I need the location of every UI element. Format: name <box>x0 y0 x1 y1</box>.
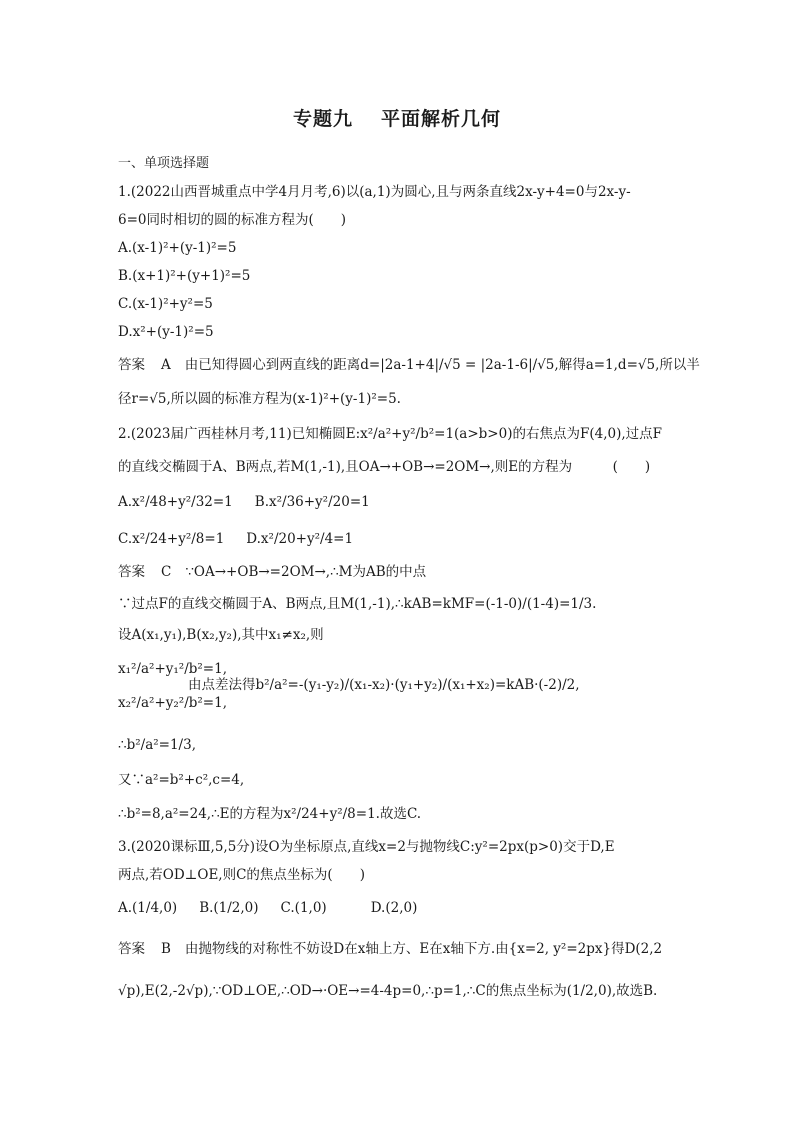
q1-option-a: A.(x-1)²+(y-1)²=5 <box>118 240 237 256</box>
q3-option-a: A.(1/4,0) <box>118 900 178 916</box>
q3-explanation-1: 由抛物线的对称性不妨设D在x轴上方、E在x轴下方.由{x=2, y²=2px}得D(2,2 <box>184 941 663 957</box>
q3-option-c: C.(1,0) <box>280 900 327 916</box>
q1-explanation-2: 径r=√5,所以圆的标准方程为(x-1)²+(y-1)²=5. <box>118 391 401 407</box>
section-heading: 一、单项选择题 <box>118 156 210 171</box>
q1-option-c: C.(x-1)²+y²=5 <box>118 296 213 312</box>
q2-explanation-4: 由点差法得b²/a²=-(y₁-y₂)/(x₁-x₂)·(y₁+y₂)/(x₁+x₂)=kAB·(-2)/2, <box>188 677 580 693</box>
q2-explanation-2: ∵过点F的直线交椭圆于A、B两点,且M(1,-1),∴kAB=kMF=(-1-0)/(1-4)=1/3. <box>118 596 597 612</box>
q2-answer-line1 <box>118 563 426 581</box>
q2-explanation-3: 设A(x₁,y₁),B(x₂,y₂),其中x₁≠x₂,则 <box>118 627 324 643</box>
q1-answer-label: 答案 <box>118 357 145 373</box>
q1-option-d: D.x²+(y-1)²=5 <box>118 324 214 340</box>
q3-stem-line1: 3.(2020课标Ⅲ,5,5分)设O为坐标原点,直线x=2与抛物线C:y²=2px(p>0)交于D,E <box>118 839 615 855</box>
q3-answer-label: 答案 <box>118 941 145 957</box>
q2-option-c: C.x²/24+y²/8=1 <box>118 531 225 547</box>
q2-explanation-1: ∵OA→+OB→=2OM→,∴M为AB的中点 <box>185 564 427 580</box>
q3-explanation-2: √p),E(2,-2√p),∵OD⊥OE,∴OD→·OE→=4-4p=0,∴p=1,∴C的焦点坐标为(1/2,0),故选B. <box>118 983 658 999</box>
q1-answer-letter: A <box>161 357 171 373</box>
q1-stem-line2: 6=0同时相切的圆的标准方程为( ) <box>118 212 347 228</box>
q1-answer-line1 <box>118 356 700 374</box>
q3-answer-letter: B <box>161 941 171 957</box>
q2-options-row1 <box>118 493 370 511</box>
q3-stem-line2: 两点,若OD⊥OE,则C的焦点坐标为( ) <box>118 867 365 883</box>
q2-explanation-6: 又∵a²=b²+c²,c=4, <box>118 772 245 788</box>
page-title <box>0 104 794 131</box>
title-main: 专题九 <box>292 108 353 130</box>
q2-equation-1: x₁²/a²+y₁²/b²=1, <box>118 661 228 677</box>
q2-explanation-7: ∴b²=8,a²=24,∴E的方程为x²/24+y²/8=1.故选C. <box>118 806 422 822</box>
q2-option-a: A.x²/48+y²/32=1 <box>118 494 233 510</box>
q3-option-b: B.(1/2,0) <box>199 900 259 916</box>
q1-explanation-1: 由已知得圆心到两直线的距离d=|2a-1+4|/√5 = |2a-1-6|/√5,解得a=1,d=√5,所以半 <box>184 357 700 373</box>
q1-option-b: B.(x+1)²+(y+1)²=5 <box>118 268 251 284</box>
q1-stem-line1: 1.(2022山西晋城重点中学4月月考,6)以(a,1)为圆心,且与两条直线2x-y+4=0与2x-y- <box>118 184 631 200</box>
q2-stem-line2: 的直线交椭圆于A、B两点,若M(1,-1),且OA→+OB→=2OM→,则E的方程为 ( ) <box>118 459 651 475</box>
q2-answer-letter: C <box>161 564 172 580</box>
q2-explanation-5: ∴b²/a²=1/3, <box>118 737 196 753</box>
q3-option-d: D.(2,0) <box>370 900 418 916</box>
q2-equation-2: x₂²/a²+y₂²/b²=1, <box>118 695 228 711</box>
q3-answer-line1 <box>118 940 662 958</box>
q2-stem-line1: 2.(2023届广西桂林月考,11)已知椭圆E:x²/a²+y²/b²=1(a>b>0)的右焦点为F(4,0),过点F <box>118 426 662 442</box>
q3-options <box>118 899 417 917</box>
q2-answer-label: 答案 <box>118 564 145 580</box>
q2-options-row2 <box>118 530 353 548</box>
title-sub: 平面解析几何 <box>381 108 502 130</box>
q2-option-b: B.x²/36+y²/20=1 <box>254 494 370 510</box>
q2-option-d: D.x²/20+y²/4=1 <box>246 531 354 547</box>
